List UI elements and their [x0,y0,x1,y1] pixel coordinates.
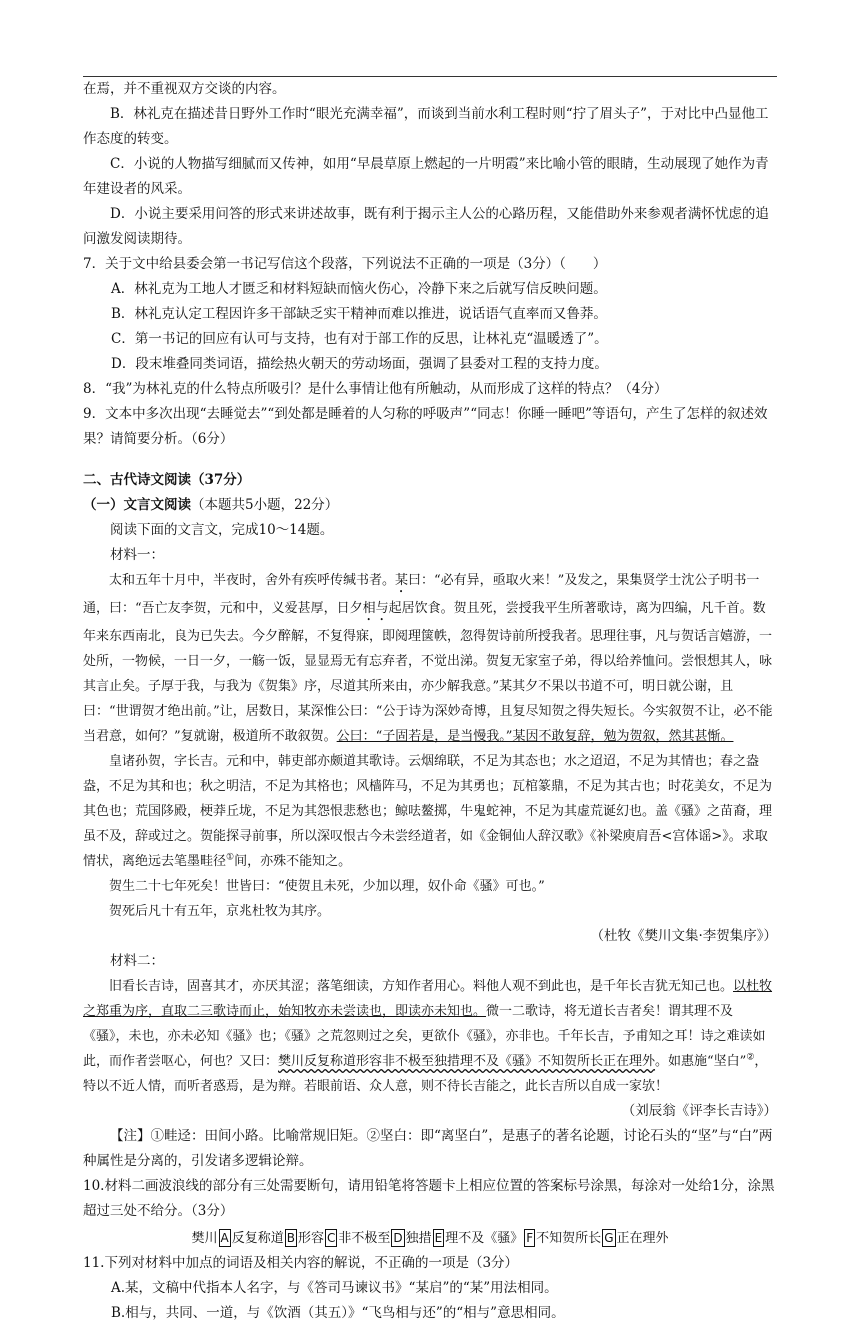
material-two-paragraph [83,974,777,1099]
m1-p1-text-a: 太和五年十月中，半夜时，舍外有疾呼传缄书者。 [109,573,396,588]
material-one-paragraph-3: 贺生二十七年死矣！世皆曰：“使贺且未死，少加以理，奴仆命《骚》可也。” [109,879,545,894]
q7-option-c: C．第一书记的回应有认可与支持，也有对于部工作的反思，让林礼克“温暖透了”。 [111,331,608,347]
m2-text-b: 微一二歌诗，将无道长吉者矣！谓其理不及《骚》，未也，亦未必知《骚》也；《骚》之荒忽则过之矣，更欲仆《骚》，亦非也。千年长吉，予甫知之耳！诗之难读如此，而作者尝呕心，何也？又曰： [83,1004,766,1069]
q7-option-b: B．林礼克认定工程因许多干部缺乏实干精神而难以推进，说话语气直率而又鲁莽。 [111,306,607,322]
answer-box-g[interactable]: G [604,1231,614,1245]
m1-p2-end: 间，亦殊不能知之。 [234,854,352,869]
m1-p2-text: 皇诸孙贺，字长吉。元和中，韩吏部亦颇道其歌诗。云烟绵联，不足为其态也；水之迢迢，不足为其情也；春之盎盎，不足为其和也；秋之明洁，不足为其格也；风樯阵马，不足为其勇也；瓦棺篆鼎，不足为其古也；时花美女，不足为其色也；荒国陊殿，梗莽丘垅，不足为其怨恨悲愁也；鲸呿鳌掷，牛鬼蛇神，不足为其虚荒诞幻也。盖《骚》之苗裔，理虽不及，辞或过之。贺能探寻前事，所以深叹恨古今未尝经道者，如《金铜仙人辞汉歌》《补梁庾肩吾<宫体谣>》。求取情状，离绝远去笔墨畦径 [83,754,773,869]
segment-text: 非不极至 [338,1231,391,1246]
m2-text-c: 。如惠施“坚白” [655,1054,747,1069]
q10-stem: 10.材料二画波浪线的部分有三处需要断句，请用铅笔将答题卡上相应位置的答案标号涂黑，每涂对一处给1分，涂黑超过三处不给分。（3分） [83,1178,775,1219]
material-one-label: 材料一： [110,547,164,563]
annotation-note: 【注】①畦迳：田间小路。比喻常规旧矩。②坚白：即“离坚白”，是惠子的著名论题，讨论石头的“坚”与“白”两种属性是分离的，引发诸多逻辑论辩。 [83,1128,773,1169]
answer-box-b[interactable]: B [286,1231,295,1245]
segment-text: 反复称道 [231,1231,284,1246]
answer-box-d[interactable]: D [393,1231,403,1245]
section-title: 二、古代诗文阅读（37分） [83,472,251,488]
q6-option-a-continued: 在焉，并不重视双方交谈的内容。 [83,81,286,97]
subsection-title [83,493,777,518]
material-two-label: 材料二： [110,953,164,969]
q7-stem: 7．关于文中给县委会第一书记写信这个段落，下列说法不正确的一项是（3分）（ ） [83,256,607,272]
q7-option-d: D．段末堆叠同类词语，描绘热火朝天的劳动场面，强调了县委对工程的支持力度。 [111,356,608,372]
answer-box-a[interactable]: A [220,1231,229,1245]
m2-text-a: 旧看长吉诗，固喜其才，亦厌其涩；落笔细读，方知作者用心。料他人观不到此也，是千年长吉犹无知己也。 [109,979,734,994]
subsection-title-bold: （一）文言文阅读 [83,497,191,513]
q6-option-b: B．林礼克在描述昔日野外工作时“眼光充满幸福”，而谈到当前水利工程时则“拧了眉头子”，于对比中凸显他工作态度的转变。 [83,106,769,147]
m2-wavy-underlined-passage: 樊川反复称道形容非不极至独措理不及《骚》不知贺所长正在理外 [278,1054,656,1069]
segment-text: 不知贺所长 [536,1231,602,1246]
section-gap [83,452,777,468]
segment-text: 正在理外 [616,1231,669,1246]
segment-text: 独措 [405,1231,432,1246]
segment-text: 理不及《骚》 [445,1231,524,1246]
q9-stem: 9．文本中多次出现“去睡觉去”“到处都是睡着的人匀称的呼吸声”“同志！你睡一睡吧”等语句，产生了怎样的叙述效果？请简要分析。（6分） [83,406,768,447]
q8-stem: 8．“我”为林礼克的什么特点所吸引？是什么事情让他有所触动，从而形成了这样的特点？（4分） [83,381,668,397]
answer-box-f[interactable]: F [526,1231,534,1245]
m1-p1-text-c: 起居饮食。贺且死，尝授我平生所著歌诗，离为四编，凡千首。数年来东西南北，良为已失去。今夕醉解，不复得寐，即阅理箧帙，忽得贺诗前所授我者。思理往事，凡与贺话言嬉游，一处所，一物候，一日一夕，一觞一饭，显显焉无有忘弃者，不觉出涕。贺复无家室子弟，得以给养恤问。尝恨想其人，咏其言止矣。子厚于我，与我为《贺集》序，尽道其所来由，亦少解我意。”某其夕不果以书道不可，明日就公谢，且曰：“世谓贺才绝出前。”让，居数日，某深惟公曰：“公于诗为深妙奇博，且复尽知贺之得失短长。今实叙贺不让，必不能当君意，如何？”复就谢，极道所不敢叙贺。 [83,601,773,744]
q11-option-a: A.某，文稿中代指本人名字，与《答司马谏议书》“某启”的“某”用法相同。 [111,1280,558,1296]
footnote-mark-1: ① [226,852,235,863]
m1-dotted-word-xiangyu: 相与 [362,601,389,616]
m2-text-d: ，特以不近人情，而听者惑焉，是为辩。若眼前语、众人意，则不待长吉能之，此长吉所以自成一家欤！ [83,1054,768,1094]
q11-option-b: B.相与，共同、一道，与《饮酒（其五）》“飞鸟相与还”的“相与”意思相同。 [111,1305,565,1321]
m1-underlined-sentence: 公曰：“子固若是，是当慢我。”某因不敢复辞，勉为贺叙，然其甚惭。 [336,729,734,744]
material-one-paragraph-4: 贺死后凡十有五年，京兆杜牧为其序。 [109,904,331,919]
q10-answer-segments [83,1226,777,1251]
document-page [83,76,777,1326]
answer-box-e[interactable]: E [434,1231,443,1245]
m2-underlined-sentence: 以杜牧之郑重为序，直取二三歌诗而止，始知牧亦未尝读也，即读亦未知也。 [83,979,773,1019]
m1-dotted-word-mou: 某 [395,573,409,588]
answer-box-c[interactable]: C [326,1231,336,1245]
material-two-source: （刘辰翁《评李长吉诗》） [621,1103,777,1119]
segment-text: 形容 [297,1231,324,1246]
material-one-paragraph-1 [83,568,777,749]
q6-option-c: C．小说的人物描写细腻而又传神，如用“早晨草原上燃起的一片明霞”来比喻小管的眼睛，生动展现了她作为青年建设者的风采。 [83,156,769,197]
q6-option-d: D．小说主要采用问答的形式来讲述故事，既有利于揭示主人公的心路历程，又能借助外来参观者满怀忧虑的追问激发阅读期待。 [83,206,769,247]
segment-text: 樊川 [191,1231,218,1246]
subsection-title-rest: （本题共5小题，22分） [191,497,339,513]
footnote-mark-2: ② [746,1052,755,1063]
material-one-source: （杜牧《樊川文集·李贺集序》） [590,928,777,944]
q7-option-a: A．林礼克为工地人才匮乏和材料短缺而恼火伤心，冷静下来之后就写信反映问题。 [111,281,607,297]
q11-stem: 11.下列对材料中加点的词语及相关内容的解说，不正确的一项是（3分） [83,1255,519,1271]
material-one-paragraph-2 [83,749,777,874]
m1-p1-text-b: 曰：“必有异，亟取火来！”及发之，果集贤学士沈公子明书一通，曰：“吾亡友李贺，元和中，义爱甚厚，日夕 [83,573,760,616]
reading-instruction: 阅读下面的文言文，完成10～14题。 [110,522,334,538]
